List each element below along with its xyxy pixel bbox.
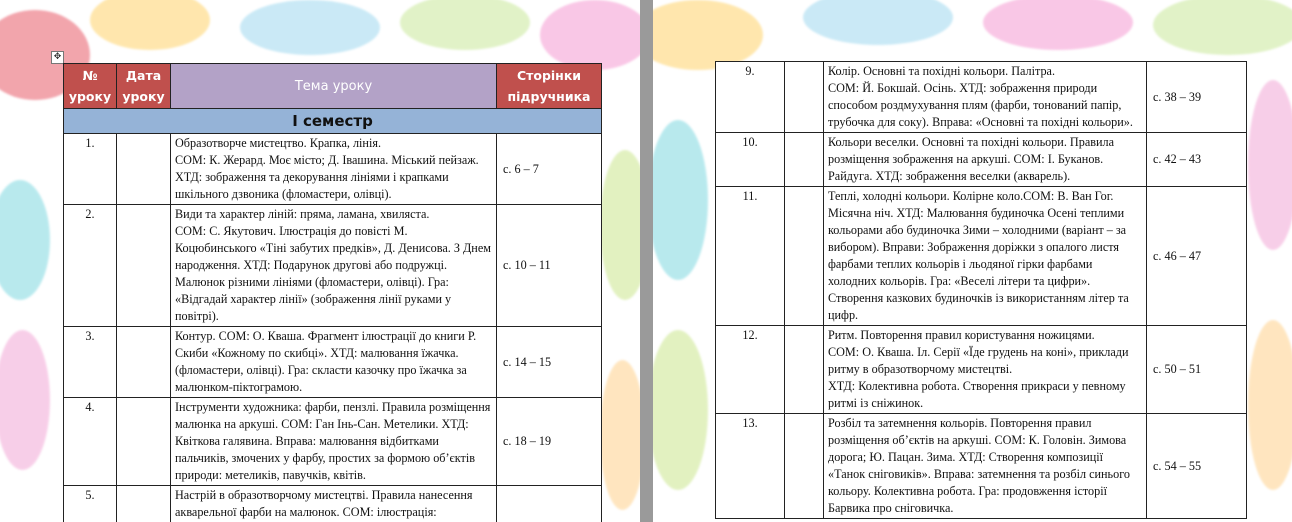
paint-splash-decoration [90, 0, 210, 50]
lesson-date [117, 205, 171, 327]
lesson-number: 10. [716, 133, 785, 187]
lesson-topic: Колір. Основні та похідні кольори. Палітра. СОМ: Й. Бокшай. Осінь. ХТД: зображення природи способом роздмухування плям (фарби, тонований папір, трубочка для соку). Вправа: «Основні та похідні кольори». [824, 62, 1147, 133]
semester-row [64, 109, 602, 134]
lesson-number: 1. [64, 134, 117, 205]
lesson-pages: с. 18 – 19 [497, 398, 602, 486]
paint-splash-decoration [0, 180, 50, 300]
lesson-date [117, 327, 171, 398]
lesson-date [117, 398, 171, 486]
table-row [716, 187, 1247, 326]
paint-splash-decoration [240, 0, 380, 55]
lesson-date [117, 486, 171, 522]
lesson-number: 11. [716, 187, 785, 326]
lesson-topic: Образотворче мистецтво. Крапка, лінія. СОМ: К. Жерард. Моє місто; Д. Івашина. Міський пейзаж. ХТД: зображення та декорування лініями і крапками шкільного дзвоника (фломастери, олівці). [171, 134, 497, 205]
table-row [716, 414, 1247, 519]
document-page-left [0, 0, 640, 522]
lesson-topic: Інструменти художника: фарби, пензлі. Правила розміщення малюнка на аркуші. СОМ: Ган Інь-Сан. Метелики. ХТД: Квіткова галявина. Вправа: малювання відбитками пальчиків, змочених у фарбу, простих за формою об’єктів природи: метеликів, павучків, квітів. [171, 398, 497, 486]
table-row [716, 326, 1247, 414]
lesson-date [785, 133, 824, 187]
document-page-right [653, 0, 1292, 522]
header-date: Дата уроку [117, 64, 171, 109]
paint-splash-decoration [653, 120, 708, 280]
lesson-pages: с. 42 – 43 [1147, 133, 1247, 187]
lesson-pages: с. 46 – 47 [1147, 187, 1247, 326]
table-row [716, 133, 1247, 187]
lesson-number: 2. [64, 205, 117, 327]
lesson-pages: с. 50 – 51 [1147, 326, 1247, 414]
paint-splash-decoration [1248, 80, 1292, 250]
paint-splash-decoration [400, 0, 530, 50]
table-row [64, 134, 602, 205]
header-pages: Сторінки підручника [497, 64, 602, 109]
lesson-number: 13. [716, 414, 785, 519]
page-gap [640, 0, 653, 522]
lesson-topic: Теплі, холодні кольори. Колірне коло.СОМ: В. Ван Гог. Місячна ніч. ХТД: Малювання будиночка Осені теплими кольорами або будиночка Зими – холодними (варіант – за вибором). Вправи: Зображення доріжки з опалого листя фарбами теплих кольорів і льодяної гірки фарбами холодних кольорів. Гра: «Веселі літери та цифри». Створення казкових будиночків із використанням літер та цифр. [824, 187, 1147, 326]
paint-splash-decoration [653, 0, 763, 70]
lesson-number: 3. [64, 327, 117, 398]
lesson-number: 12. [716, 326, 785, 414]
lesson-topic: Розбіл та затемнення кольорів. Повторення правил розміщення об’єктів на аркуші. СОМ: К. Головін. Зимова дорога; Ю. Пацан. Зима. ХТД: Створення композиції «Танок сніговиків». Вправа: затемнення та розбіл синього кольору. Колективна робота. Гра: продовження історії Барвика про сніговичка. [824, 414, 1147, 519]
lesson-pages: с. 10 – 11 [497, 205, 602, 327]
table-row [64, 398, 602, 486]
lesson-topic: Ритм. Повторення правил користування ножицями. СОМ: О. Кваша. Іл. Серії «Їде грудень на коні», приклади ритму в образотворчому мистецтві. ХТД: Колективна робота. Створення прикраси у певному ритмі із сніжинок. [824, 326, 1147, 414]
table-row [64, 486, 602, 522]
table-move-handle-icon[interactable]: ✥ [51, 51, 64, 64]
lesson-pages: с. 54 – 55 [1147, 414, 1247, 519]
lesson-plan-table-continued [715, 61, 1247, 519]
paint-splash-decoration [653, 330, 708, 490]
lesson-number: 4. [64, 398, 117, 486]
paint-splash-decoration [600, 150, 640, 300]
lesson-date [785, 187, 824, 326]
semester-title: І семестр [64, 109, 602, 134]
table-row [64, 205, 602, 327]
paint-splash-decoration [983, 0, 1133, 50]
lesson-topic: Контур. СОМ: О. Кваша. Фрагмент ілюстрації до книги Р. Скиби «Кожному по скибці». ХТД: малювання їжачка. (фломастери, олівці). Гра: скласти казочку про їжачка за малюнком-піктограмою. [171, 327, 497, 398]
lesson-plan-table [63, 63, 602, 522]
paint-splash-decoration [0, 330, 50, 470]
table-row [64, 327, 602, 398]
lesson-date [785, 62, 824, 133]
lesson-number: 9. [716, 62, 785, 133]
lesson-pages [497, 486, 602, 522]
lesson-pages: с. 38 – 39 [1147, 62, 1247, 133]
paint-splash-decoration [1248, 320, 1292, 490]
lesson-pages: с. 14 – 15 [497, 327, 602, 398]
table-row [716, 62, 1247, 133]
paint-splash-decoration [540, 0, 640, 70]
lesson-topic: Кольори веселки. Основні та похідні кольори. Правила розміщення зображення на аркуші. СОМ: І. Буканов. Райдуга. ХТД: зображення веселки (акварель). [824, 133, 1147, 187]
lesson-date [117, 134, 171, 205]
paint-splash-decoration [1153, 0, 1292, 55]
lesson-topic: Настрій в образотворчому мистецтві. Правила нанесення акварельної фарби на малюнок. СОМ: ілюстрація: [171, 486, 497, 522]
table-header-row [64, 64, 602, 109]
header-topic: Тема уроку [171, 64, 497, 109]
lesson-number: 5. [64, 486, 117, 522]
paint-splash-decoration [803, 0, 953, 45]
lesson-pages: с. 6 – 7 [497, 134, 602, 205]
lesson-date [785, 326, 824, 414]
header-number: № уроку [64, 64, 117, 109]
lesson-topic: Види та характер ліній: пряма, ламана, хвиляста. СОМ: С. Якутович. Ілюстрація до повісті М. Коцюбинського «Тіні забутих предків», Д. Денисова. З Днем народження. ХТД: Подарунок другові або подружці. Малюнок різними лініями (фломастери, олівці). Гра: «Відгадай характер лінії» (зображення лінії руками у повітрі). [171, 205, 497, 327]
lesson-date [785, 414, 824, 519]
paint-splash-decoration [600, 360, 640, 510]
